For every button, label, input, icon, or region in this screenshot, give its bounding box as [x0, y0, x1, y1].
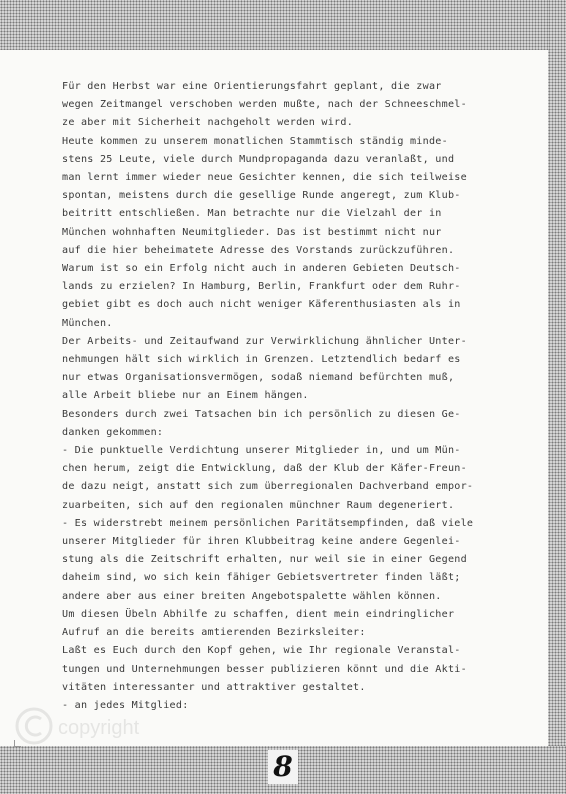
text-line: alle Arbeit bliebe nur an Einem hängen.: [62, 390, 309, 402]
text-line: Laßt es Euch durch den Kopf gehen, wie Ihr regionale Veranstal-: [62, 645, 461, 657]
text-line: andere aber aus einer breiten Angebotspalette wählen können.: [62, 590, 442, 602]
crop-mark: [14, 740, 21, 747]
watermark-text: copyright: [58, 717, 140, 739]
text-line: man lernt immer wieder neue Gesichter kennen, die sich teilweise: [62, 172, 467, 184]
text-line: gebiet gibt es doch auch nicht weniger Käferenthusiasten als in: [62, 299, 461, 311]
text-line: de dazu neigt, anstatt sich zum überregionalen Dachverband empor-: [62, 481, 474, 493]
text-line: unserer Mitglieder für ihren Klubbeitrag keine andere Gegenlei-: [62, 536, 461, 548]
text-line: Aufruf an die bereits amtierenden Bezirksleiter:: [62, 627, 366, 639]
text-line: auf die hier beheimatete Adresse des Vorstands zurückzuführen.: [62, 244, 455, 256]
page-number: 8: [268, 750, 298, 784]
text-line: tungen und Unternehmungen besser publizieren könnt und die Akti-: [62, 663, 467, 675]
text-line: danken gekommen:: [62, 426, 164, 438]
text-line: nehmungen hält sich wirklich in Grenzen. Letztendlich bedarf es: [62, 354, 461, 366]
halftone-border-top: [0, 0, 566, 50]
text-line: - Es widerstrebt meinem persönlichen Paritätsempfinden, daß viele: [62, 517, 474, 529]
text-line: München.: [62, 317, 113, 329]
text-line: stens 25 Leute, viele durch Mundpropaganda dazu veranlaßt, und: [62, 153, 455, 165]
text-line: Warum ist so ein Erfolg nicht auch in anderen Gebieten Deutsch-: [62, 263, 461, 275]
text-line: lands zu erzielen? In Hamburg, Berlin, Frankfurt oder dem Ruhr-: [62, 281, 461, 293]
text-line: - an jedes Mitglied:: [62, 699, 189, 711]
text-line: Besonders durch zwei Tatsachen bin ich persönlich zu diesen Ge-: [62, 408, 461, 420]
text-line: Um diesen Übeln Abhilfe zu schaffen, dient mein eindringlicher: [62, 608, 455, 620]
text-line: spontan, meistens durch die gesellige Runde angeregt, zum Klub-: [62, 190, 461, 202]
halftone-border-right: [548, 0, 566, 794]
text-line: Der Arbeits- und Zeitaufwand zur Verwirklichung ähnlicher Unter-: [62, 335, 467, 347]
text-line: wegen Zeitmangel verschoben werden mußte, nach der Schneeschmel-: [62, 99, 467, 111]
text-line: Für den Herbst war eine Orientierungsfahrt geplant, die zwar: [62, 81, 442, 92]
text-line: zuarbeiten, sich auf den regionalen münchner Raum degeneriert.: [62, 499, 455, 511]
text-line: beitritt entschließen. Man betrachte nur die Vielzahl der in: [62, 208, 442, 220]
text-line: - Die punktuelle Verdichtung unserer Mitglieder in, und um Mün-: [62, 445, 461, 457]
copyright-watermark-icon: [14, 704, 164, 748]
text-line: vitäten interessanter und attraktiver gestaltet.: [62, 681, 366, 693]
text-line: daheim sind, wo sich kein fähiger Gebietsvertreter finden läßt;: [62, 572, 461, 584]
text-line: stung als die Zeitschrift erhalten, nur weil sie in einer Gegend: [62, 554, 467, 566]
text-line: München wohnhaften Neumitglieder. Das ist bestimmt nicht nur: [62, 226, 442, 238]
text-line: Heute kommen zu unserem monatlichen Stammtisch ständig minde-: [62, 135, 448, 147]
text-line: chen herum, zeigt die Entwicklung, daß der Klub der Käfer-Freun-: [62, 463, 467, 475]
text-line: ze aber mit Sicherheit nachgeholt werden wird.: [62, 117, 354, 129]
text-line: nur etwas Organisationsvermögen, sodaß niemand befürchten muß,: [62, 372, 455, 384]
body-text: [62, 78, 548, 715]
